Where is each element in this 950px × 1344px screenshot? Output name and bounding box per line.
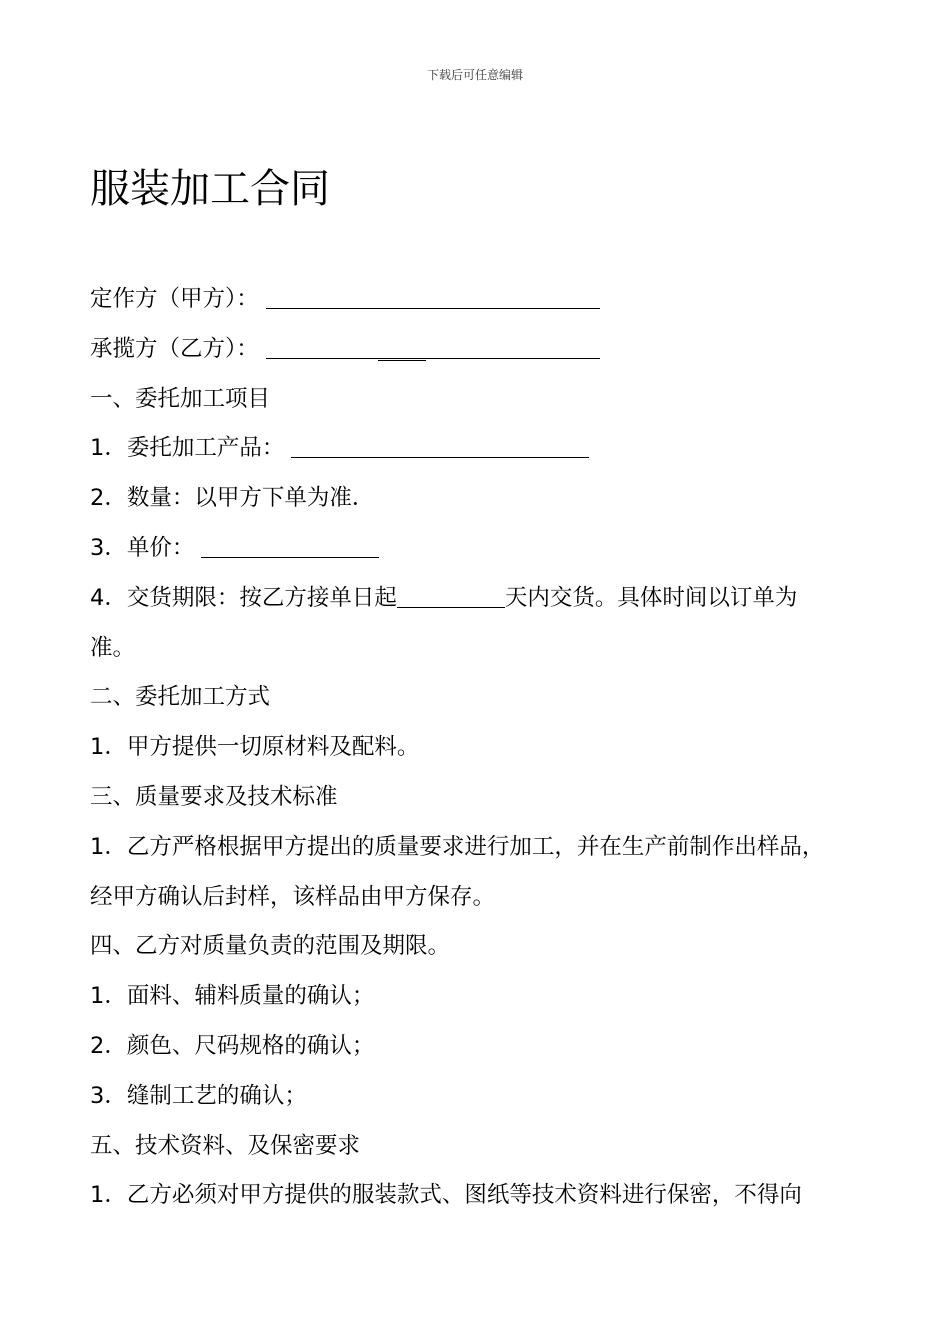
item-5-1-text: 1．乙方必须对甲方提供的服装款式、图纸等技术资料进行保密，不得向 xyxy=(90,1182,802,1209)
item-1-2 xyxy=(90,474,880,524)
item-3-1-continued xyxy=(90,873,880,923)
item-1-4-continued xyxy=(90,624,880,674)
document-body xyxy=(90,275,880,1221)
unit-price-blank[interactable] xyxy=(201,535,379,558)
item-5-1 xyxy=(90,1171,880,1221)
item-1-4-cont-text: 准。 xyxy=(90,634,136,661)
item-1-3 xyxy=(90,524,880,574)
section-1-title: 一、委托加工项目 xyxy=(90,385,271,412)
party-b-blank-extra-line xyxy=(378,360,426,361)
party-a-label: 定作方（甲方）： xyxy=(90,286,259,312)
section-1-heading xyxy=(90,375,880,425)
section-2-heading xyxy=(90,673,880,723)
item-1-4-after: 天内交货。具体时间以订单为 xyxy=(504,584,798,611)
header-note: 下载后可任意编辑 xyxy=(426,68,523,82)
item-1-1 xyxy=(90,424,880,474)
party-b-blank[interactable] xyxy=(266,336,600,359)
section-5-title: 五、技术资料、及保密要求 xyxy=(90,1132,361,1159)
party-b-line xyxy=(90,325,880,375)
section-5-heading xyxy=(90,1122,880,1172)
item-4-2 xyxy=(90,1022,880,1072)
item-2-1 xyxy=(90,723,880,773)
product-blank[interactable] xyxy=(291,435,589,458)
delivery-days-blank[interactable] xyxy=(397,585,505,608)
party-a-line xyxy=(90,275,880,325)
item-1-4-before: 4．交货期限：按乙方接单日起 xyxy=(90,584,397,611)
party-b-label: 承揽方（乙方）： xyxy=(90,335,259,362)
item-2-1-text: 1．甲方提供一切原材料及配料。 xyxy=(90,734,420,761)
section-4-title: 四、乙方对质量负责的范围及期限。 xyxy=(90,933,451,960)
item-4-3 xyxy=(90,1072,880,1122)
item-4-2-text: 2．颜色、尺码规格的确认； xyxy=(90,1032,375,1059)
party-a-blank[interactable] xyxy=(266,286,600,309)
item-1-2-text: 2．数量：以甲方下单为准． xyxy=(90,485,375,512)
item-4-3-text: 3．缝制工艺的确认； xyxy=(90,1082,307,1109)
document-title: 服装加工合同 xyxy=(90,166,330,212)
item-3-1 xyxy=(90,823,880,873)
item-1-4 xyxy=(90,574,880,624)
item-1-3-label: 3．单价： xyxy=(90,534,195,561)
section-3-heading xyxy=(90,773,880,823)
item-4-1 xyxy=(90,972,880,1022)
section-3-title: 三、质量要求及技术标准 xyxy=(90,783,338,810)
section-2-title: 二、委托加工方式 xyxy=(90,684,271,711)
item-4-1-text: 1．面料、辅料质量的确认； xyxy=(90,983,375,1010)
section-4-heading xyxy=(90,922,880,972)
item-3-1-cont-text: 经甲方确认后封样，该样品由甲方保存。 xyxy=(90,883,496,910)
item-3-1-text: 1．乙方严格根据甲方提出的质量要求进行加工，并在生产前制作出样品， xyxy=(90,833,825,860)
item-1-1-label: 1．委托加工产品： xyxy=(90,435,285,462)
